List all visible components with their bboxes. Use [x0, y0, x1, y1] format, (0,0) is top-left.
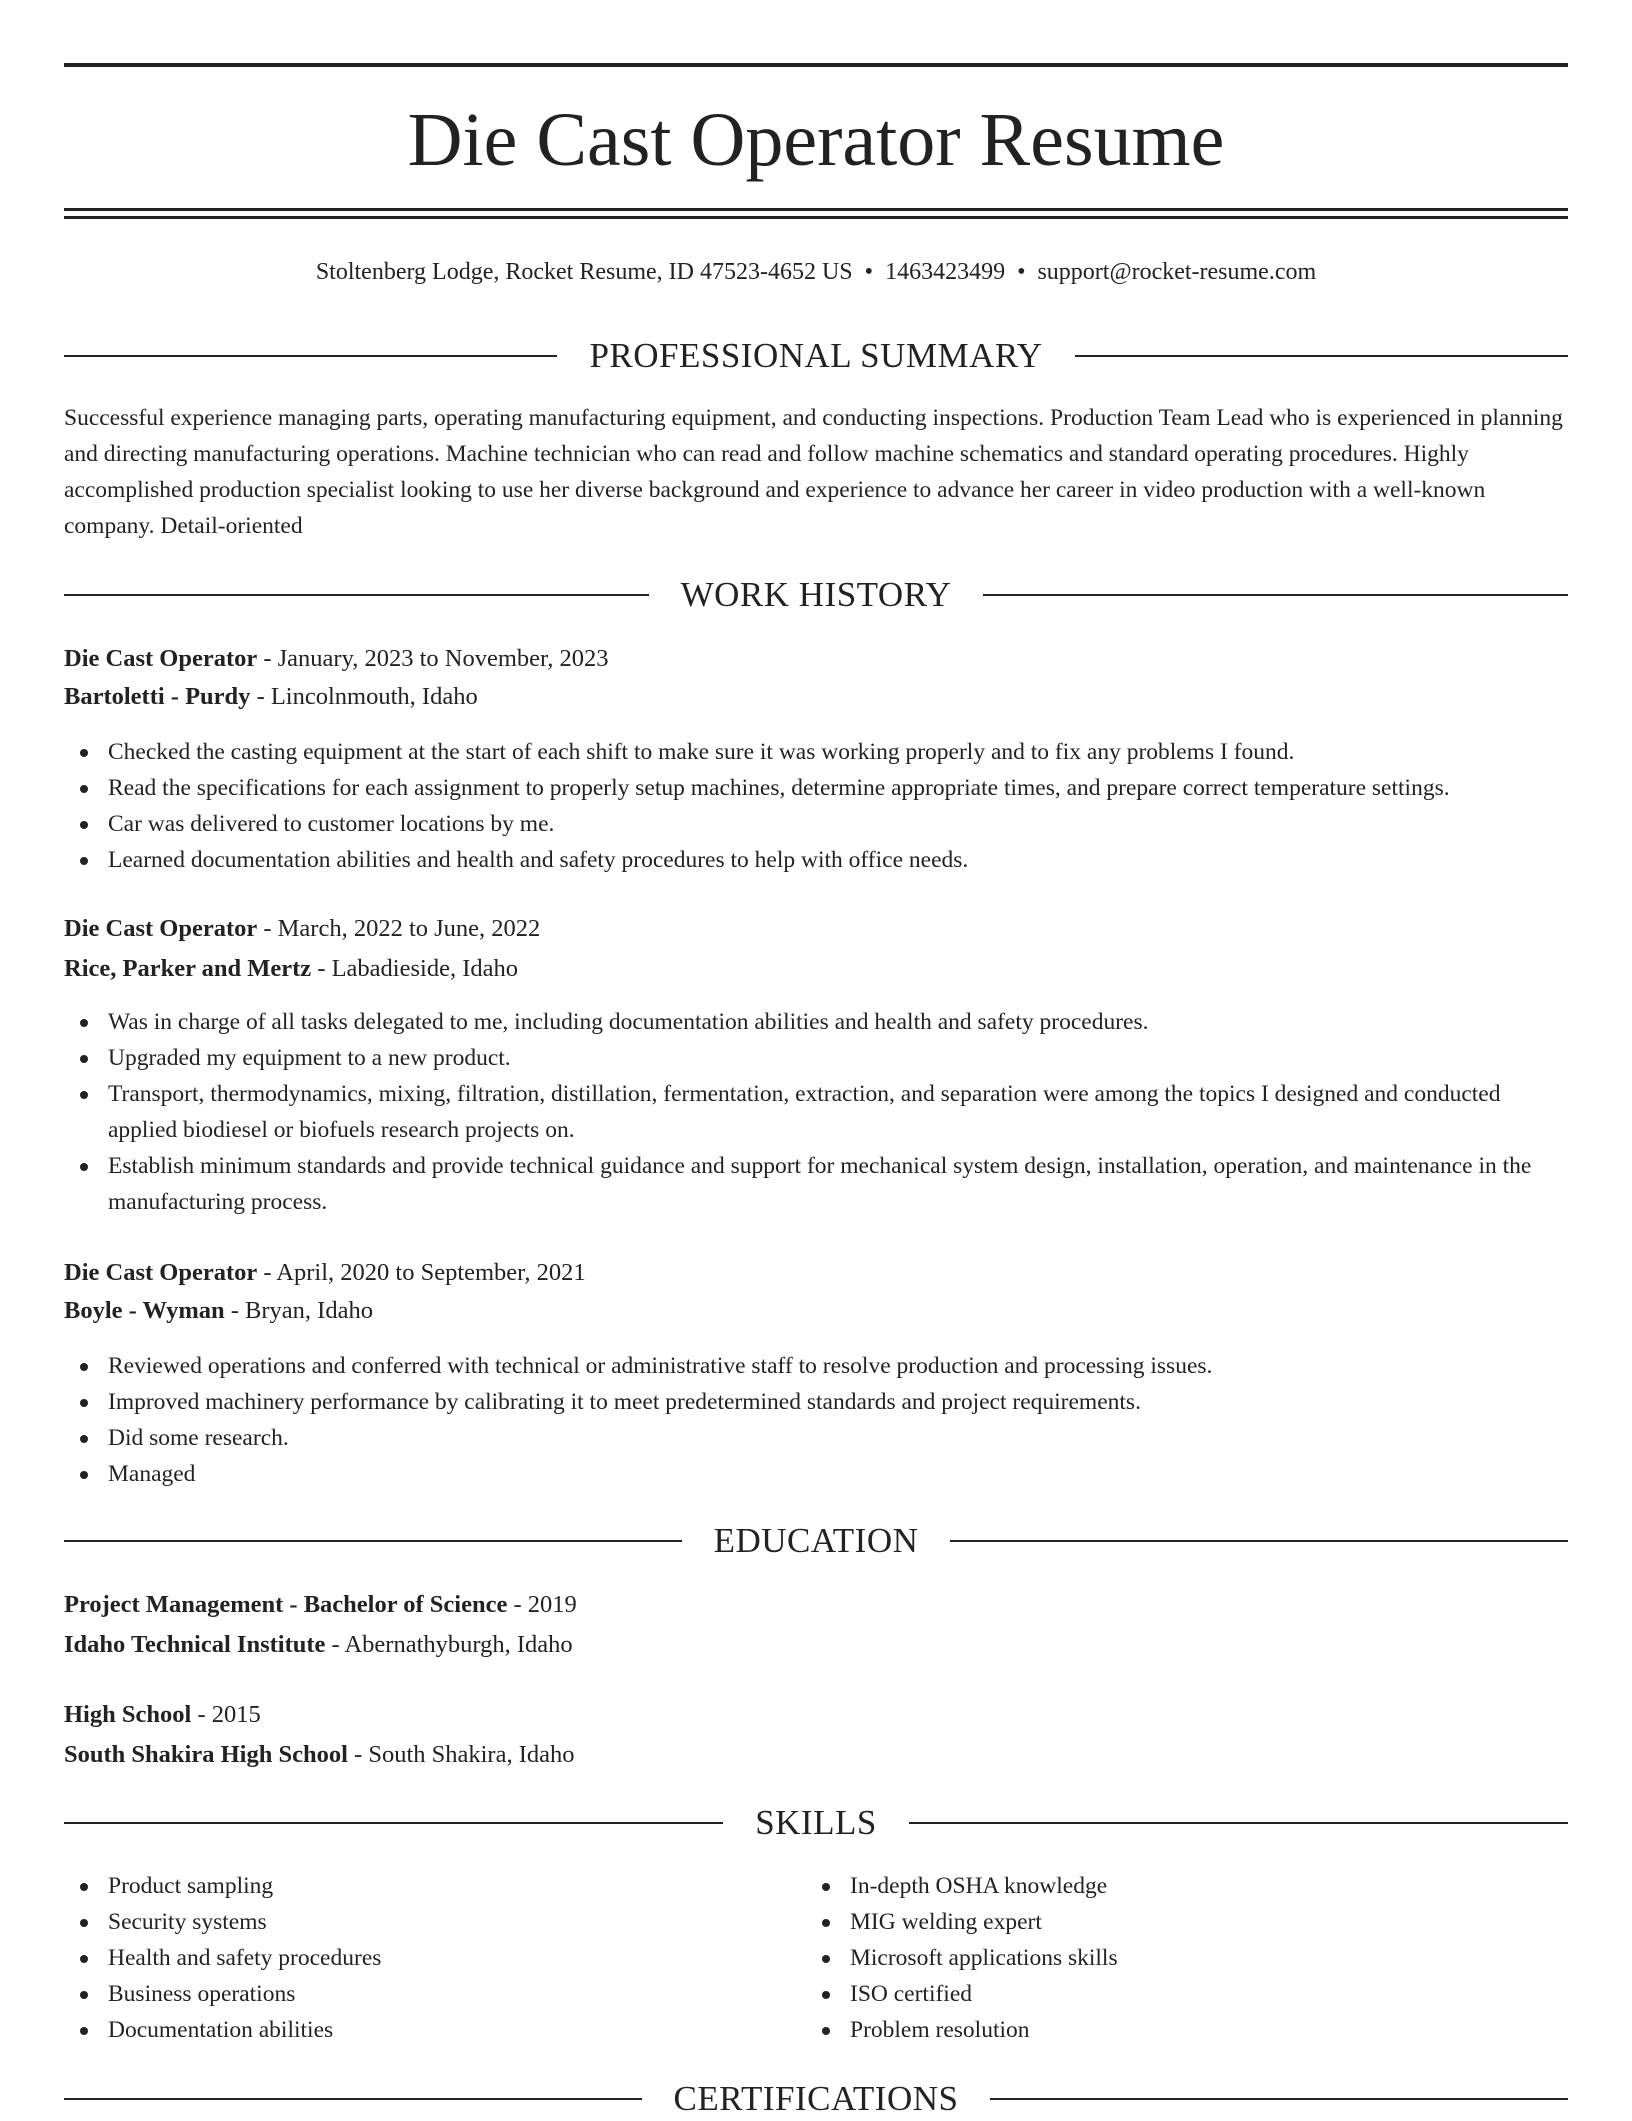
- job-company-line: [64, 950, 1568, 988]
- job-title-line: [64, 1254, 1568, 1292]
- job-company-line: [64, 678, 1568, 716]
- education-school-line: [64, 1626, 1568, 1664]
- job-duties-list: [64, 734, 1568, 878]
- job-company: Boyle - Wyman: [64, 1297, 225, 1324]
- title-double-rule-lower: [64, 216, 1568, 219]
- list-item: Reviewed operations and conferred with technical or administrative staff to resolve production and processing issues.: [64, 1348, 1568, 1384]
- education-school: Idaho Technical Institute: [64, 1631, 326, 1658]
- job-title: Die Cast Operator: [64, 645, 258, 672]
- contact-phone: 1463423499: [885, 259, 1006, 285]
- job-company: Rice, Parker and Mertz: [64, 955, 312, 982]
- education-degree: Project Management - Bachelor of Science: [64, 1591, 508, 1618]
- skills-list-right: [806, 1868, 1632, 2048]
- list-item: Transport, thermodynamics, mixing, filtration, distillation, fermentation, extraction, and separation were among the topics I designed and conducted applied biodiesel or biofuels research projects on.: [64, 1076, 1568, 1148]
- job-location: - Labadieside, Idaho: [311, 955, 518, 982]
- list-item: Learned documentation abilities and health and safety procedures to help with office needs.: [64, 842, 1568, 878]
- section-rule-left: [64, 1540, 682, 1542]
- education-location: - Abernathyburgh, Idaho: [325, 1631, 573, 1658]
- job-duties-list: [64, 1348, 1568, 1492]
- list-item: Did some research.: [64, 1420, 1568, 1456]
- section-rule-right: [909, 1822, 1568, 1824]
- skill-item: MIG welding expert: [806, 1904, 1632, 1940]
- education-school-line: [64, 1736, 1568, 1774]
- job-location: - Lincolnmouth, Idaho: [250, 683, 478, 710]
- education-degree-line: [64, 1696, 1568, 1734]
- section-rule-left: [64, 1822, 723, 1824]
- section-title: WORK HISTORY: [680, 575, 952, 614]
- section-header-work-history: [64, 573, 1568, 617]
- section-title: CERTIFICATIONS: [673, 2079, 959, 2118]
- list-item: Was in charge of all tasks delegated to me, including documentation abilities and health and safety procedures.: [64, 1004, 1568, 1040]
- job-title-line: [64, 910, 1568, 948]
- contact-email: support@rocket-resume.com: [1037, 259, 1317, 285]
- list-item: Upgraded my equipment to a new product.: [64, 1040, 1568, 1076]
- section-rule-right: [950, 1540, 1568, 1542]
- skill-item: Security systems: [64, 1904, 1568, 1940]
- section-rule-right: [1075, 355, 1568, 357]
- skill-item: Product sampling: [64, 1868, 1568, 1904]
- education-degree-line: [64, 1586, 1568, 1624]
- skill-item: Health and safety procedures: [64, 1940, 1568, 1976]
- section-header-skills: [64, 1801, 1568, 1845]
- section-rule-left: [64, 2098, 642, 2100]
- education-year: - 2015: [191, 1701, 261, 1728]
- contact-separator: •: [864, 259, 874, 285]
- job-dates: - April, 2020 to September, 2021: [257, 1259, 586, 1286]
- skill-item: ISO certified: [806, 1976, 1632, 2012]
- job-location: - Bryan, Idaho: [224, 1297, 373, 1324]
- top-rule: [64, 63, 1568, 67]
- contact-separator: •: [1017, 259, 1026, 285]
- section-header-education: [64, 1519, 1568, 1563]
- education-year: - 2019: [507, 1591, 577, 1618]
- contact-address: Stoltenberg Lodge, Rocket Resume, ID 47523-4652 US: [315, 259, 853, 285]
- education-degree: High School: [64, 1701, 192, 1728]
- list-item: Checked the casting equipment at the start of each shift to make sure it was working properly and to fix any problems I found.: [64, 734, 1568, 770]
- education-location: - South Shakira, Idaho: [347, 1741, 575, 1768]
- section-rule-right: [983, 594, 1568, 596]
- skill-item: Documentation abilities: [64, 2012, 1568, 2048]
- section-rule-right: [990, 2098, 1568, 2100]
- list-item: Read the specifications for each assignment to properly setup machines, determine appropriate times, and prepare correct temperature settings.: [64, 770, 1568, 806]
- section-header-summary: [64, 334, 1568, 378]
- section-title: SKILLS: [755, 1803, 877, 1842]
- contact-line: [64, 252, 1568, 292]
- section-title: EDUCATION: [713, 1521, 919, 1560]
- title-double-rule-upper: [64, 208, 1568, 211]
- list-item: Managed: [64, 1456, 1568, 1492]
- job-title: Die Cast Operator: [64, 1259, 258, 1286]
- list-item: Improved machinery performance by calibrating it to meet predetermined standards and project requirements.: [64, 1384, 1568, 1420]
- education-school: South Shakira High School: [64, 1741, 348, 1768]
- section-header-certifications: [64, 2077, 1568, 2121]
- job-dates: - January, 2023 to November, 2023: [257, 645, 609, 672]
- list-item: Car was delivered to customer locations by me.: [64, 806, 1568, 842]
- list-item: Establish minimum standards and provide technical guidance and support for mechanical system design, installation, operation, and maintenance in the manufacturing process.: [64, 1148, 1568, 1220]
- section-rule-left: [64, 355, 557, 357]
- job-title: Die Cast Operator: [64, 915, 258, 942]
- job-duties-list: [64, 1004, 1568, 1220]
- summary-text: Successful experience managing parts, operating manufacturing equipment, and conducting inspections. Production Team Lead who is experienced in planning and directing manufacturing operations. Machine technician who can read and follow machine schematics and standard operating procedures. Highly accomplished production specialist looking to use her diverse background and experience to advance her career in video production with a well-known company. Detail-oriented: [64, 405, 1563, 539]
- skill-item: Business operations: [64, 1976, 1568, 2012]
- section-rule-left: [64, 594, 649, 596]
- job-company: Bartoletti - Purdy: [64, 683, 251, 710]
- skill-item: Microsoft applications skills: [806, 1940, 1632, 1976]
- page-title: Die Cast Operator Resume: [407, 98, 1225, 182]
- skill-item: Problem resolution: [806, 2012, 1632, 2048]
- job-company-line: [64, 1292, 1568, 1330]
- job-title-line: [64, 640, 1568, 678]
- job-dates: - March, 2022 to June, 2022: [257, 915, 541, 942]
- section-title: PROFESSIONAL SUMMARY: [589, 336, 1043, 375]
- skill-item: In-depth OSHA knowledge: [806, 1868, 1632, 1904]
